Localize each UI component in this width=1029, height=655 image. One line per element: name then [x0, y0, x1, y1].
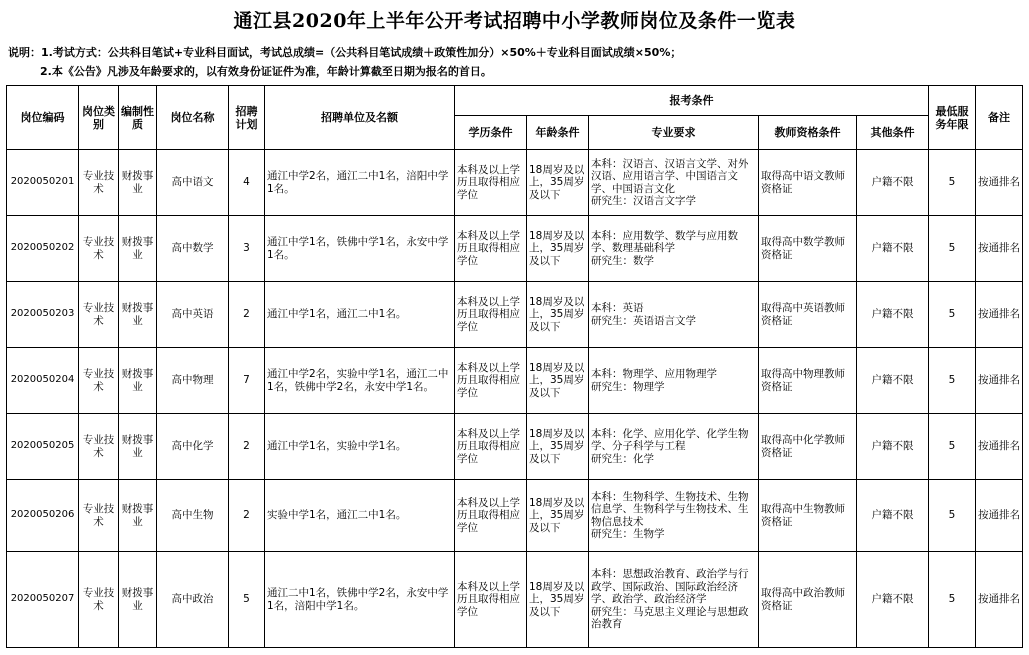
cell-age: 18周岁及以上，35周岁及以下 — [527, 216, 589, 282]
cell-units: 通江中学1名，铁佛中学1名，永安中学1名。 — [265, 216, 455, 282]
header-remark: 备注 — [976, 86, 1023, 150]
cell-code: 2020050204 — [7, 348, 79, 414]
header-category: 岗位类别 — [79, 86, 119, 150]
cell-certificate: 取得高中英语教师资格证 — [759, 282, 857, 348]
cell-position: 高中物理 — [157, 348, 229, 414]
cell-count: 5 — [229, 552, 265, 648]
cell-staffing: 财拨事业 — [119, 282, 157, 348]
cell-code: 2020050207 — [7, 552, 79, 648]
header-service: 最低服务年限 — [929, 86, 976, 150]
header-position: 岗位名称 — [157, 86, 229, 150]
cell-category: 专业技术 — [79, 552, 119, 648]
cell-code: 2020050203 — [7, 282, 79, 348]
cell-remark: 按通排名 — [976, 414, 1023, 480]
cell-category: 专业技术 — [79, 150, 119, 216]
cell-service: 5 — [929, 282, 976, 348]
cell-major: 本科：汉语言、汉语言文学、对外汉语、应用语言学、中国语言文学、中国语言文化 研究生：汉语言文字学 — [589, 150, 759, 216]
cell-education: 本科及以上学历且取得相应学位 — [455, 282, 527, 348]
cell-count: 7 — [229, 348, 265, 414]
cell-remark: 按通排名 — [976, 216, 1023, 282]
cell-staffing: 财拨事业 — [119, 216, 157, 282]
cell-category: 专业技术 — [79, 216, 119, 282]
cell-age: 18周岁及以上，35周岁及以下 — [527, 348, 589, 414]
cell-count: 2 — [229, 480, 265, 552]
cell-service: 5 — [929, 216, 976, 282]
note-line-1: 说明：1.考试方式：公共科目笔试+专业科目面试，考试总成绩=（公共科目笔试成绩＋政策性加分）×50%＋专业科目面试成绩×50%； — [8, 46, 682, 59]
cell-age: 18周岁及以上，35周岁及以下 — [527, 150, 589, 216]
header-count: 招聘计划 — [229, 86, 265, 150]
table-row — [7, 282, 1023, 348]
cell-count: 4 — [229, 150, 265, 216]
cell-certificate: 取得高中化学教师资格证 — [759, 414, 857, 480]
table-row — [7, 348, 1023, 414]
cell-other: 户籍不限 — [857, 150, 929, 216]
cell-age: 18周岁及以上，35周岁及以下 — [527, 414, 589, 480]
header-age: 年龄条件 — [527, 116, 589, 150]
cell-position: 高中数学 — [157, 216, 229, 282]
cell-remark: 按通排名 — [976, 348, 1023, 414]
cell-staffing: 财拨事业 — [119, 414, 157, 480]
cell-units: 通江中学2名，实验中学1名，通江二中1名，铁佛中学2名，永安中学1名。 — [265, 348, 455, 414]
cell-certificate: 取得高中数学教师资格证 — [759, 216, 857, 282]
cell-major: 本科：应用数学、数学与应用数学、数理基础科学 研究生：数学 — [589, 216, 759, 282]
header-certificate: 教师资格条件 — [759, 116, 857, 150]
cell-units: 通江中学1名，通江二中1名。 — [265, 282, 455, 348]
cell-count: 2 — [229, 282, 265, 348]
cell-education: 本科及以上学历且取得相应学位 — [455, 216, 527, 282]
table-row — [7, 480, 1023, 552]
cell-major: 本科：生物科学、生物技术、生物信息学、生物科学与生物技术、生物信息技术 研究生：生物学 — [589, 480, 759, 552]
header-units: 招聘单位及名额 — [265, 86, 455, 150]
cell-code: 2020050202 — [7, 216, 79, 282]
cell-other: 户籍不限 — [857, 552, 929, 648]
cell-units: 通江中学1名，实验中学1名。 — [265, 414, 455, 480]
cell-units: 通江中学2名，通江二中1名，涪阳中学1名。 — [265, 150, 455, 216]
cell-count: 2 — [229, 414, 265, 480]
header-staffing: 编制性质 — [119, 86, 157, 150]
cell-age: 18周岁及以上，35周岁及以下 — [527, 552, 589, 648]
cell-staffing: 财拨事业 — [119, 552, 157, 648]
cell-position: 高中政治 — [157, 552, 229, 648]
cell-category: 专业技术 — [79, 480, 119, 552]
cell-category: 专业技术 — [79, 348, 119, 414]
cell-certificate: 取得高中语文教师资格证 — [759, 150, 857, 216]
cell-certificate: 取得高中生物教师资格证 — [759, 480, 857, 552]
cell-education: 本科及以上学历且取得相应学位 — [455, 552, 527, 648]
header-education: 学历条件 — [455, 116, 527, 150]
cell-units: 通江二中1名，铁佛中学2名，永安中学1名，涪阳中学1名。 — [265, 552, 455, 648]
cell-remark: 按通排名 — [976, 480, 1023, 552]
cell-remark: 按通排名 — [976, 150, 1023, 216]
cell-staffing: 财拨事业 — [119, 150, 157, 216]
cell-units: 实验中学1名，通江二中1名。 — [265, 480, 455, 552]
header-conditions: 报考条件 — [455, 86, 929, 116]
cell-other: 户籍不限 — [857, 282, 929, 348]
cell-category: 专业技术 — [79, 282, 119, 348]
cell-major: 本科：思想政治教育、政治学与行政学、国际政治、国际政治经济学、政治学、政治经济学 研究生：马克思主义理论与思想政治教育 — [589, 552, 759, 648]
cell-service: 5 — [929, 480, 976, 552]
cell-code: 2020050201 — [7, 150, 79, 216]
cell-major: 本科：物理学、应用物理学 研究生：物理学 — [589, 348, 759, 414]
cell-position: 高中化学 — [157, 414, 229, 480]
cell-education: 本科及以上学历且取得相应学位 — [455, 414, 527, 480]
cell-major: 本科：化学、应用化学、化学生物学、分子科学与工程 研究生：化学 — [589, 414, 759, 480]
cell-age: 18周岁及以上，35周岁及以下 — [527, 282, 589, 348]
cell-other: 户籍不限 — [857, 414, 929, 480]
cell-remark: 按通排名 — [976, 282, 1023, 348]
cell-other: 户籍不限 — [857, 216, 929, 282]
note-line-2: 2.本《公告》凡涉及年龄要求的，以有效身份证证件为准，年龄计算截至日期为报名的首日。 — [40, 65, 492, 78]
cell-staffing: 财拨事业 — [119, 348, 157, 414]
cell-education: 本科及以上学历且取得相应学位 — [455, 480, 527, 552]
table-row — [7, 414, 1023, 480]
cell-major: 本科：英语 研究生：英语语言文学 — [589, 282, 759, 348]
cell-position: 高中语文 — [157, 150, 229, 216]
cell-education: 本科及以上学历且取得相应学位 — [455, 150, 527, 216]
cell-code: 2020050205 — [7, 414, 79, 480]
cell-certificate: 取得高中政治教师资格证 — [759, 552, 857, 648]
cell-position: 高中生物 — [157, 480, 229, 552]
table-row — [7, 216, 1023, 282]
cell-code: 2020050206 — [7, 480, 79, 552]
header-other: 其他条件 — [857, 116, 929, 150]
cell-staffing: 财拨事业 — [119, 480, 157, 552]
header-major: 专业要求 — [589, 116, 759, 150]
cell-age: 18周岁及以上，35周岁及以下 — [527, 480, 589, 552]
table-row — [7, 552, 1023, 648]
cell-certificate: 取得高中物理教师资格证 — [759, 348, 857, 414]
cell-category: 专业技术 — [79, 414, 119, 480]
header-code: 岗位编码 — [7, 86, 79, 150]
cell-service: 5 — [929, 348, 976, 414]
cell-service: 5 — [929, 150, 976, 216]
page-title: 通江县2020年上半年公开考试招聘中小学教师岗位及条件一览表 — [233, 10, 796, 32]
cell-position: 高中英语 — [157, 282, 229, 348]
cell-other: 户籍不限 — [857, 348, 929, 414]
cell-count: 3 — [229, 216, 265, 282]
cell-service: 5 — [929, 552, 976, 648]
cell-service: 5 — [929, 414, 976, 480]
cell-education: 本科及以上学历且取得相应学位 — [455, 348, 527, 414]
table-row — [7, 150, 1023, 216]
cell-other: 户籍不限 — [857, 480, 929, 552]
cell-remark: 按通排名 — [976, 552, 1023, 648]
positions-table — [6, 85, 1023, 648]
